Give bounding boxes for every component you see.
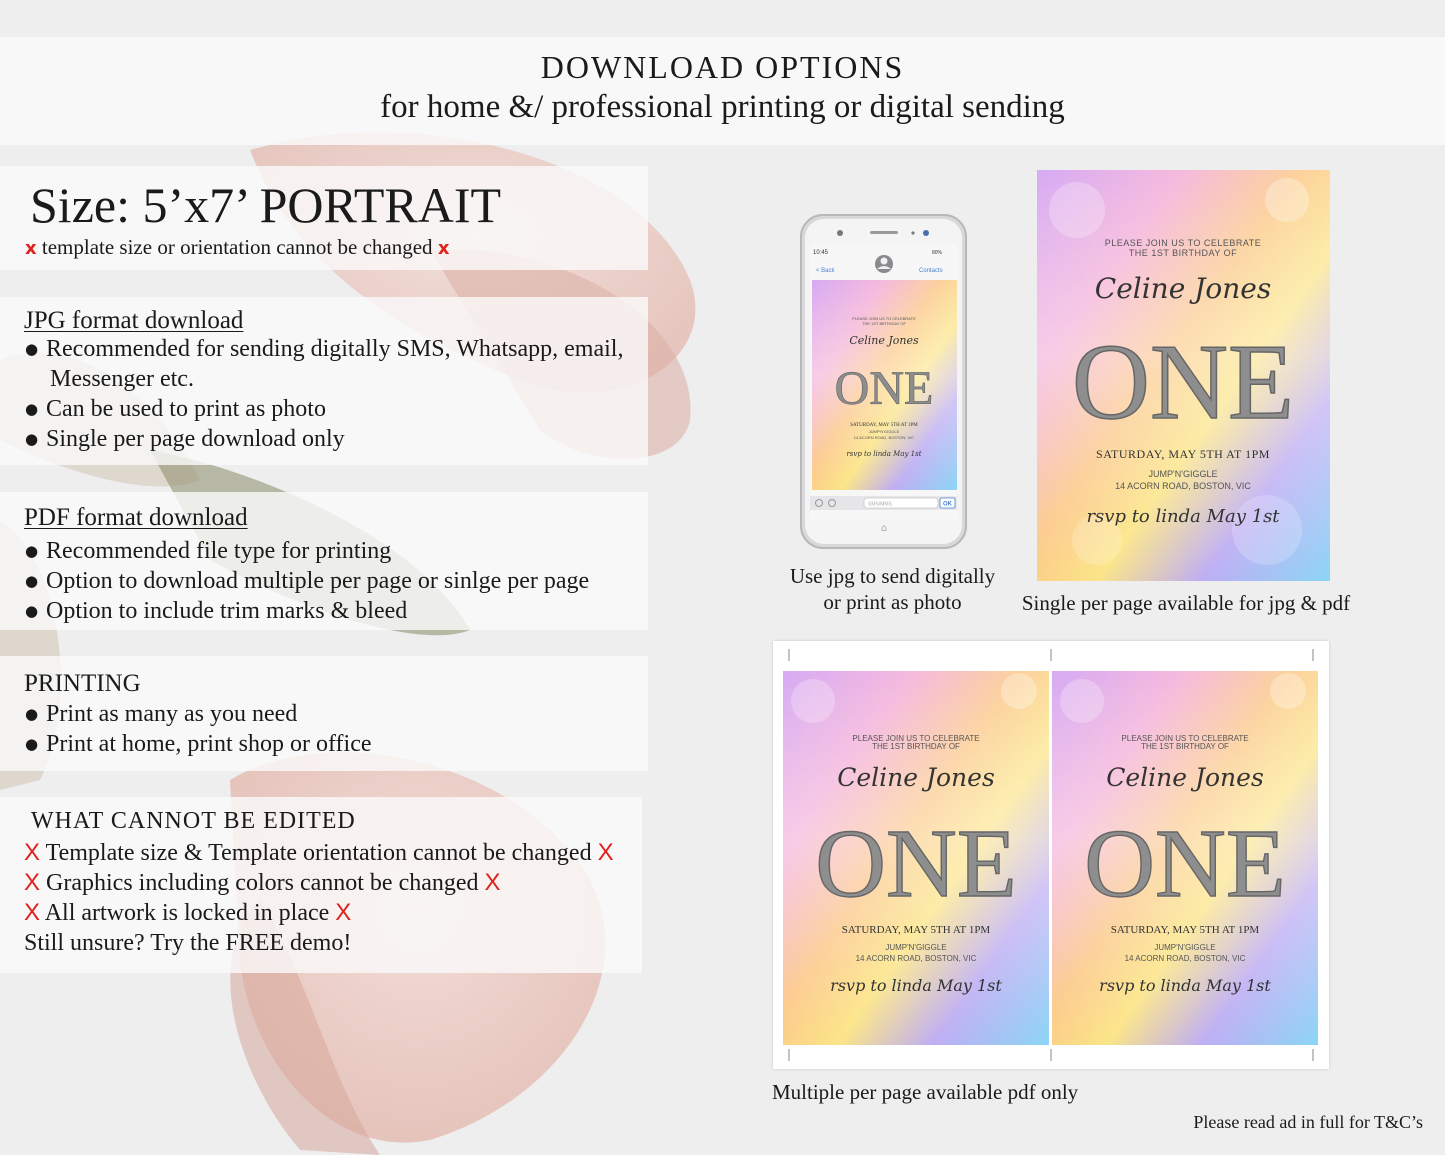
invite-date: SATURDAY, MAY 5TH AT 1PM <box>841 924 991 936</box>
invite-big-one: ONE <box>815 810 1017 918</box>
phone-time: 10:45 <box>813 250 829 256</box>
x-mark-icon: X <box>597 839 614 866</box>
x-mark-icon: X <box>24 869 41 896</box>
multi-invite-card-left <box>783 671 1049 1045</box>
invite-address: 14 ACORN ROAD, BOSTON, VIC <box>1115 481 1251 491</box>
list-item: ● Recommended file type for printing <box>24 536 589 566</box>
phone-mockup <box>800 214 967 549</box>
list-item <box>24 898 614 928</box>
x-mark-icon: X <box>335 899 352 926</box>
phone-battery: 80% <box>932 250 943 256</box>
printing-panel <box>0 656 648 771</box>
jpg-bullet-list <box>24 334 623 454</box>
multi-page-sheet <box>773 641 1329 1069</box>
list-item-continuation: Messenger etc. <box>50 366 194 392</box>
invite-line2: THE 1ST BIRTHDAY OF <box>872 742 960 751</box>
invite-venue: JUMP'N'GIGGLE <box>868 429 900 434</box>
phone-caption-line1: Use jpg to send digitally <box>789 564 996 588</box>
page-subtitle: for home &/ professional printing or digital sending <box>380 89 1065 125</box>
invite-line1: PLEASE JOIN US TO CELEBRATE <box>852 316 916 321</box>
list-item <box>24 334 623 394</box>
invite-rsvp: rsvp to linda May 1st <box>846 450 922 458</box>
pdf-bullet-list <box>24 536 589 626</box>
size-title: Size: 5’x7’ PORTRAIT <box>30 177 502 233</box>
pdf-panel <box>0 492 648 630</box>
invite-big-one: ONE <box>1072 323 1294 442</box>
list-item: ● Can be used to print as photo <box>24 394 623 424</box>
phone-back-button: < Back <box>816 268 835 274</box>
invite-name: Celine Jones <box>849 334 919 347</box>
list-item-text: Graphics including colors cannot be changed <box>46 870 479 896</box>
list-item <box>24 868 614 898</box>
pdf-title: PDF format download <box>24 504 248 531</box>
list-item: ● Print as many as you need <box>24 699 372 729</box>
multi-invite-card-right <box>1052 671 1318 1045</box>
list-item: ● Option to include trim marks & bleed <box>24 596 589 626</box>
invite-address: 14 ACORN ROAD, BOSTON, VIC <box>855 954 977 963</box>
single-invite-card <box>1037 170 1330 581</box>
page-title: DOWNLOAD OPTIONS <box>540 49 905 85</box>
phone-caption <box>780 563 1005 615</box>
jpg-title: JPG format download <box>24 307 244 334</box>
invite-line2: THE 1ST BIRTHDAY OF <box>862 321 906 326</box>
not-editable-panel <box>0 797 642 973</box>
invite-line1: PLEASE JOIN US TO CELEBRATE <box>1104 238 1262 248</box>
size-panel <box>0 166 648 270</box>
header-band <box>0 37 1445 145</box>
phone-caption-line2: or print as photo <box>823 590 962 614</box>
list-item-text: Recommended for sending digitally SMS, Whatsapp, email, <box>46 336 624 362</box>
x-mark-icon: x <box>25 238 37 259</box>
home-icon: ⌂ <box>880 523 888 534</box>
x-mark-icon: X <box>24 839 41 866</box>
invite-line1: PLEASE JOIN US TO CELEBRATE <box>852 734 980 743</box>
jpg-panel <box>0 297 648 465</box>
list-item-text: Template size & Template orientation cannot be changed <box>45 840 592 866</box>
printing-title: PRINTING <box>24 670 141 697</box>
invite-line1: PLEASE JOIN US TO CELEBRATE <box>1121 734 1249 743</box>
list-item: ● Option to download multiple per page or sinlge per page <box>24 566 589 596</box>
multiple-caption: Multiple per page available pdf only <box>772 1080 1079 1104</box>
invite-line2: THE 1ST BIRTHDAY OF <box>1141 742 1229 751</box>
x-mark-icon: x <box>437 238 450 259</box>
invite-rsvp: rsvp to linda May 1st <box>1099 976 1271 995</box>
footnote: Please read ad in full for T&C’s <box>1193 1112 1423 1132</box>
invite-line2: THE 1ST BIRTHDAY OF <box>1128 248 1238 258</box>
invite-big-one: ONE <box>834 362 934 415</box>
list-item <box>24 838 614 868</box>
single-caption: Single per page available for jpg & pdf <box>1021 591 1351 615</box>
size-note <box>25 234 449 262</box>
free-demo-text: Still unsure? Try the FREE demo! <box>24 930 352 956</box>
list-item-text: All artwork is locked in place <box>44 900 330 926</box>
invite-name: Celine Jones <box>837 763 995 792</box>
invite-big-one: ONE <box>1084 810 1286 918</box>
list-item: ● Single per page download only <box>24 424 623 454</box>
printing-bullet-list <box>24 699 372 759</box>
not-editable-list <box>24 838 614 958</box>
invite-rsvp: rsvp to linda May 1st <box>1086 506 1280 527</box>
invite-address: 14 ACORN ROAD, BOSTON, VIC <box>853 435 915 440</box>
invite-date: SATURDAY, MAY 5TH AT 1PM <box>1096 447 1270 461</box>
invite-rsvp: rsvp to linda May 1st <box>830 976 1002 995</box>
size-note-text: template size or orientation cannot be changed <box>41 235 433 259</box>
invite-date: SATURDAY, MAY 5TH AT 1PM <box>850 423 918 428</box>
invite-address: 14 ACORN ROAD, BOSTON, VIC <box>1124 954 1246 963</box>
invite-name: Celine Jones <box>1094 272 1272 305</box>
invite-venue: JUMP'N'GIGGLE <box>1148 469 1218 479</box>
sms-input-placeholder: SMS/MMS <box>868 501 892 508</box>
invite-venue: JUMP'N'GIGGLE <box>1154 943 1216 952</box>
list-item: ● Print at home, print shop or office <box>24 729 372 759</box>
send-ok-label: OK <box>943 501 952 508</box>
x-mark-icon: X <box>484 869 501 896</box>
invite-date: SATURDAY, MAY 5TH AT 1PM <box>1110 924 1260 936</box>
not-editable-title: WHAT CANNOT BE EDITED <box>31 808 356 834</box>
invite-name: Celine Jones <box>1106 763 1264 792</box>
phone-contacts-link: Contacts <box>919 268 943 274</box>
x-mark-icon: X <box>24 899 41 926</box>
invite-venue: JUMP'N'GIGGLE <box>885 943 947 952</box>
